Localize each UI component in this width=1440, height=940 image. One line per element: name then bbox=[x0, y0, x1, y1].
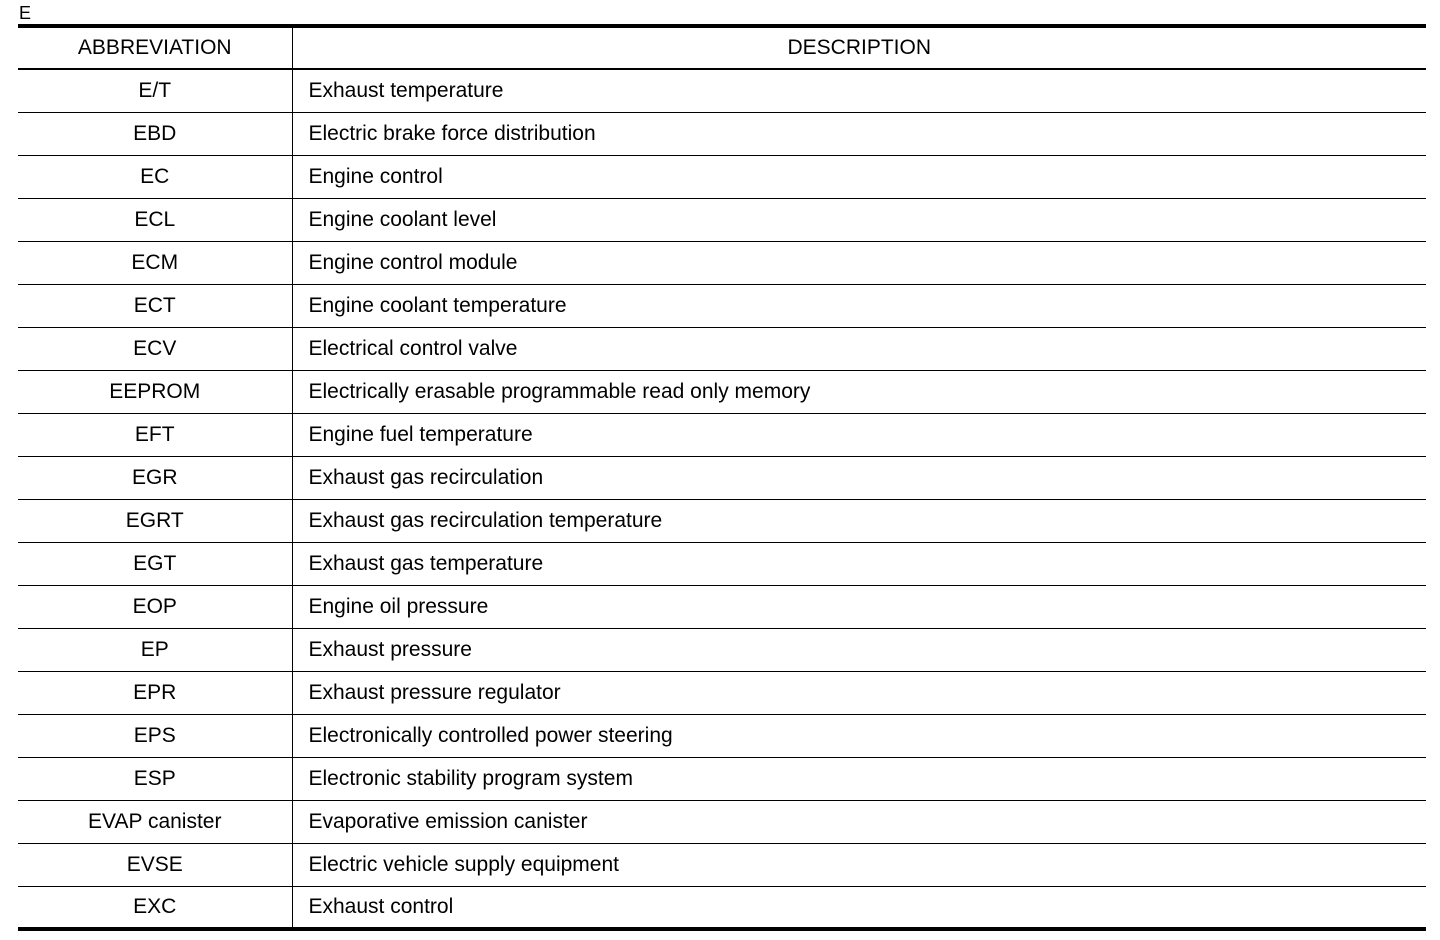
table-row bbox=[18, 671, 1426, 714]
table-row bbox=[18, 843, 1426, 886]
description-cell: Exhaust gas recirculation temperature bbox=[292, 499, 1426, 542]
abbreviation-cell: EBD bbox=[18, 112, 292, 155]
abbreviation-cell: EPS bbox=[18, 714, 292, 757]
description-cell: Exhaust control bbox=[292, 886, 1426, 929]
description-cell: Electric brake force distribution bbox=[292, 112, 1426, 155]
table-row bbox=[18, 327, 1426, 370]
table-row bbox=[18, 112, 1426, 155]
abbreviation-cell: EVAP canister bbox=[18, 800, 292, 843]
table-row bbox=[18, 886, 1426, 929]
description-cell: Engine fuel temperature bbox=[292, 413, 1426, 456]
description-cell: Exhaust temperature bbox=[292, 69, 1426, 112]
table-row bbox=[18, 241, 1426, 284]
table-row bbox=[18, 714, 1426, 757]
description-cell: Exhaust gas recirculation bbox=[292, 456, 1426, 499]
table-row bbox=[18, 456, 1426, 499]
abbreviation-cell: EPR bbox=[18, 671, 292, 714]
table-header-row bbox=[18, 26, 1426, 69]
description-cell: Electronic stability program system bbox=[292, 757, 1426, 800]
description-cell: Exhaust pressure regulator bbox=[292, 671, 1426, 714]
abbreviation-cell: EVSE bbox=[18, 843, 292, 886]
abbreviation-cell: EOP bbox=[18, 585, 292, 628]
description-cell: Electrically erasable programmable read only memory bbox=[292, 370, 1426, 413]
table-row bbox=[18, 413, 1426, 456]
abbreviation-cell: EXC bbox=[18, 886, 292, 929]
abbreviation-cell: EFT bbox=[18, 413, 292, 456]
description-cell: Engine control bbox=[292, 155, 1426, 198]
abbreviation-cell: EEPROM bbox=[18, 370, 292, 413]
abbreviation-cell: EGT bbox=[18, 542, 292, 585]
description-cell: Electronically controlled power steering bbox=[292, 714, 1426, 757]
abbreviation-cell: EGR bbox=[18, 456, 292, 499]
table-row bbox=[18, 499, 1426, 542]
description-cell: Electric vehicle supply equipment bbox=[292, 843, 1426, 886]
description-cell: Engine control module bbox=[292, 241, 1426, 284]
description-cell: Evaporative emission canister bbox=[292, 800, 1426, 843]
description-cell: Engine coolant temperature bbox=[292, 284, 1426, 327]
table-row bbox=[18, 284, 1426, 327]
table-row bbox=[18, 585, 1426, 628]
table-row bbox=[18, 800, 1426, 843]
description-cell: Exhaust gas temperature bbox=[292, 542, 1426, 585]
description-cell: Engine oil pressure bbox=[292, 585, 1426, 628]
abbreviation-cell: ECT bbox=[18, 284, 292, 327]
description-cell: Engine coolant level bbox=[292, 198, 1426, 241]
table-row bbox=[18, 370, 1426, 413]
table-row bbox=[18, 198, 1426, 241]
description-cell: Electrical control valve bbox=[292, 327, 1426, 370]
abbreviation-cell: EP bbox=[18, 628, 292, 671]
header-abbreviation: ABBREVIATION bbox=[18, 26, 292, 69]
abbreviation-cell: ECV bbox=[18, 327, 292, 370]
abbreviation-cell: ECM bbox=[18, 241, 292, 284]
abbreviation-table bbox=[18, 24, 1426, 931]
table-row bbox=[18, 628, 1426, 671]
abbreviation-cell: E/T bbox=[18, 69, 292, 112]
abbreviation-cell: EGRT bbox=[18, 499, 292, 542]
table-row bbox=[18, 542, 1426, 585]
description-cell: Exhaust pressure bbox=[292, 628, 1426, 671]
table-row bbox=[18, 757, 1426, 800]
table-row bbox=[18, 155, 1426, 198]
header-description: DESCRIPTION bbox=[292, 26, 1426, 69]
abbreviation-cell: ESP bbox=[18, 757, 292, 800]
table-row bbox=[18, 69, 1426, 112]
section-letter: E bbox=[19, 3, 32, 23]
abbreviation-cell: ECL bbox=[18, 198, 292, 241]
abbreviation-cell: EC bbox=[18, 155, 292, 198]
